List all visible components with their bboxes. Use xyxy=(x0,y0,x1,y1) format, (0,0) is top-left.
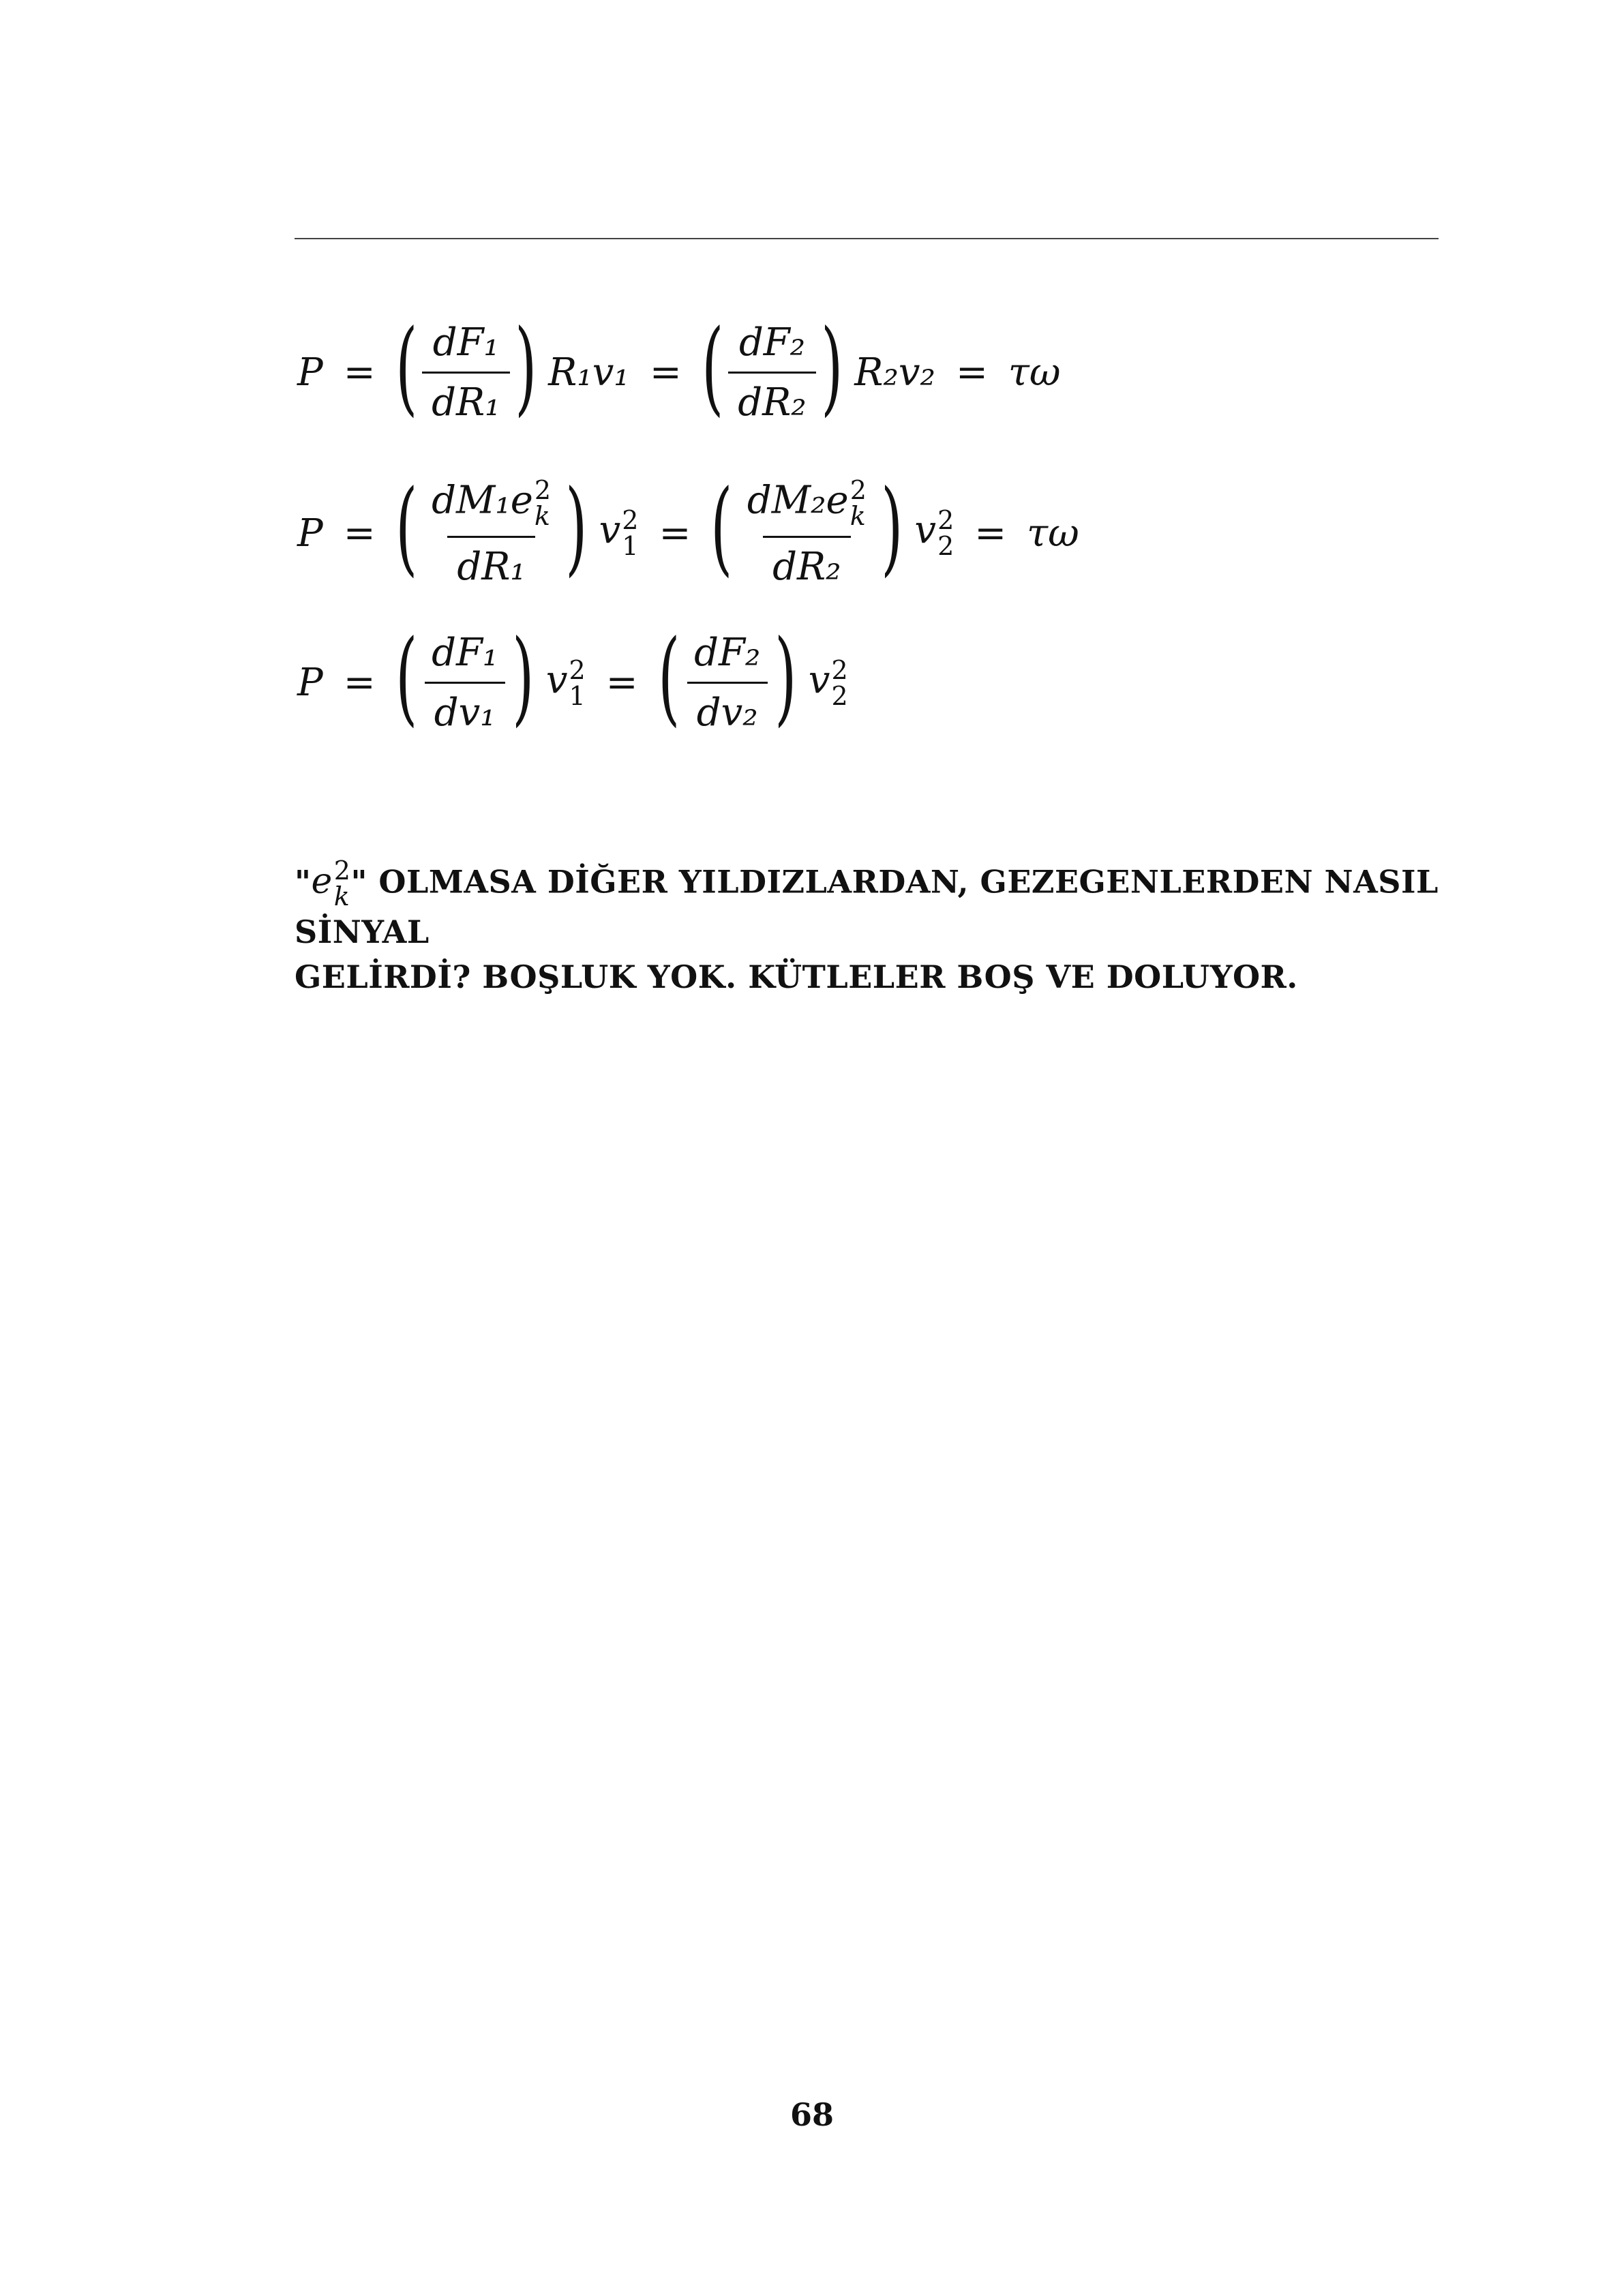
eq3-fraction-1 xyxy=(422,631,507,735)
ek-symbol xyxy=(311,856,351,911)
eq3-frac1-denominator: dv₁ xyxy=(425,682,505,735)
paragraph-line-2: GELİRDİ? BOŞLUK YOK. KÜTLELER BOŞ VE DOLUYOR. xyxy=(295,958,1298,995)
eq3-right-paren-2: ) xyxy=(775,618,797,737)
eq1-equals-2: = xyxy=(649,350,682,395)
equation-3 xyxy=(297,618,848,737)
equation-1 xyxy=(297,307,1061,427)
eq3-frac1-numerator: dF₁ xyxy=(432,631,498,675)
eq3-tail-sup: 2 xyxy=(831,654,848,685)
eq3-frac2-denominator: dv₂ xyxy=(687,682,768,735)
eq3-middle-term xyxy=(545,654,586,711)
eq2-equals-2: = xyxy=(659,511,691,556)
eq2-frac2-numerator xyxy=(738,477,876,536)
eq2-equals: = xyxy=(343,511,376,556)
ek-base: e xyxy=(311,860,333,902)
eq3-mid-sup: 2 xyxy=(569,654,586,685)
eq1-frac1-numerator: dF₁ xyxy=(432,320,499,365)
eq2-mid-sub: 1 xyxy=(622,531,639,561)
eq2-fraction-2 xyxy=(738,477,876,589)
eq2-mid-supsub xyxy=(622,507,638,559)
eq2-tail-base: v xyxy=(914,508,937,553)
eq2-left-paren-1: ( xyxy=(395,468,417,587)
eq2-frac1-denominator: dR₁ xyxy=(447,536,535,589)
eq2-frac2-sub: k xyxy=(849,501,866,531)
eq3-lhs: P xyxy=(297,661,323,705)
eq3-mid-base: v xyxy=(545,658,568,702)
eq3-fraction-2 xyxy=(685,631,770,735)
eq3-tail-term xyxy=(808,654,848,711)
eq1-fraction-1 xyxy=(422,320,509,425)
eq3-left-paren-2: ( xyxy=(657,618,680,737)
close-quote: " xyxy=(350,863,367,901)
eq2-frac1-num-text: dM₁e xyxy=(432,478,533,523)
body-paragraph xyxy=(295,858,1467,999)
eq2-frac2-supsub xyxy=(850,477,867,529)
eq2-tail-supsub xyxy=(937,507,954,559)
eq2-frac1-sub: k xyxy=(534,501,550,531)
eq3-equals: = xyxy=(343,661,376,705)
eq3-tail-base: v xyxy=(808,658,830,702)
eq1-frac1-denominator: dR₁ xyxy=(422,372,509,425)
eq2-mid-sup: 2 xyxy=(622,505,639,535)
eq1-tail-term: R₂v₂ xyxy=(854,350,935,395)
header-rule xyxy=(295,238,1439,239)
eq1-right-paren-2: ) xyxy=(820,307,843,427)
eq3-tail-sub: 2 xyxy=(831,680,848,711)
eq1-lhs: P xyxy=(297,350,323,395)
eq1-left-paren-1: ( xyxy=(395,307,417,427)
eq2-frac1-supsub xyxy=(535,477,551,529)
eq2-frac1-sup: 2 xyxy=(534,475,552,505)
equation-2 xyxy=(297,468,1079,589)
eq2-left-paren-2: ( xyxy=(710,468,733,587)
eq2-rhs: τω xyxy=(1027,511,1079,556)
eq2-tail-term xyxy=(914,507,954,559)
eq1-frac2-numerator: dF₂ xyxy=(738,320,806,365)
ek-sup: 2 xyxy=(333,856,351,886)
eq3-mid-supsub xyxy=(569,654,586,711)
eq1-equals-3: = xyxy=(956,350,988,395)
eq1-frac2-denominator: dR₂ xyxy=(728,372,815,425)
ek-supsub xyxy=(334,858,351,909)
eq2-mid-base: v xyxy=(599,508,621,553)
eq1-equals: = xyxy=(343,350,376,395)
eq2-right-paren-2: ) xyxy=(881,468,903,587)
eq2-frac1-numerator xyxy=(422,477,560,536)
eq2-middle-term xyxy=(599,507,639,559)
eq3-right-paren-1: ) xyxy=(512,618,535,737)
eq1-right-paren-1: ) xyxy=(514,307,537,427)
eq1-left-paren-2: ( xyxy=(701,307,724,427)
page-number: 68 xyxy=(790,2096,834,2133)
open-quote: " xyxy=(295,863,312,901)
eq1-fraction-2 xyxy=(728,320,815,425)
eq3-mid-sub: 1 xyxy=(569,680,586,711)
eq2-tail-sup: 2 xyxy=(937,505,954,535)
eq3-frac2-numerator: dF₂ xyxy=(694,631,761,675)
paragraph-line-1: OLMASA DİĞER YILDIZLARDAN, GEZEGENLERDEN NASIL SİNYAL xyxy=(295,863,1439,950)
eq3-left-paren-1: ( xyxy=(395,618,417,737)
eq2-tail-sub: 2 xyxy=(937,531,954,561)
eq1-middle-term: R₁v₁ xyxy=(548,350,629,395)
eq3-tail-supsub xyxy=(831,654,848,711)
eq2-frac2-num-text: dM₂e xyxy=(747,478,849,523)
eq2-fraction-1 xyxy=(422,477,560,589)
eq2-equals-3: = xyxy=(974,511,1007,556)
ek-sub: k xyxy=(333,881,350,911)
eq2-lhs: P xyxy=(297,511,323,556)
eq2-right-paren-1: ) xyxy=(565,468,588,587)
eq2-frac2-sup: 2 xyxy=(849,475,867,505)
eq2-frac2-denominator: dR₂ xyxy=(763,536,850,589)
eq3-equals-2: = xyxy=(605,661,638,705)
eq1-rhs: τω xyxy=(1008,350,1061,395)
